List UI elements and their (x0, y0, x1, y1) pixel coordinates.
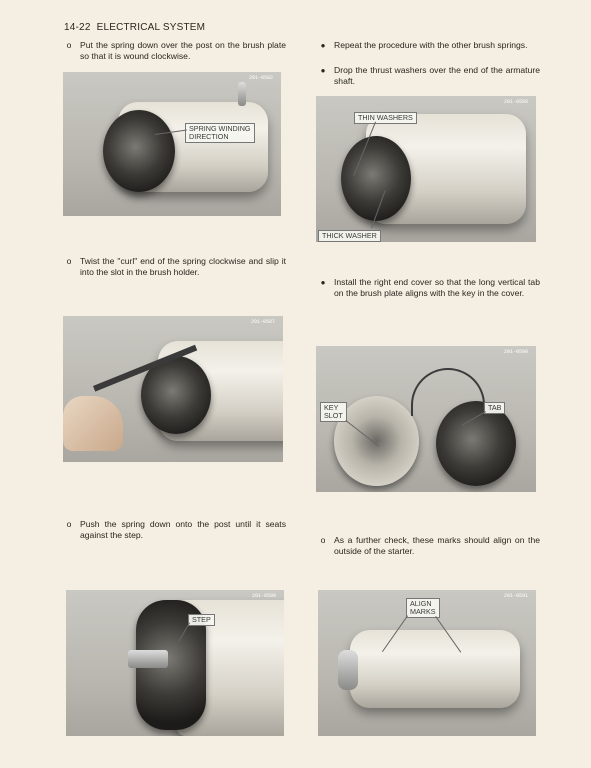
step-further-check (318, 535, 540, 557)
photo-id: 201-0580 (251, 593, 276, 599)
photo-id: 201-0582 (248, 75, 273, 81)
callout-align-marks: ALIGN MARKS (406, 598, 440, 618)
wire (411, 368, 485, 416)
callout-key-slot: KEY SLOT (320, 402, 347, 422)
step-push-spring (64, 519, 286, 541)
section-title: ELECTRICAL SYSTEM (96, 22, 206, 33)
terminal-post (238, 82, 246, 106)
step-spring-over-post (64, 40, 286, 62)
bullet-text: Repeat the procedure with the other brush springs. (334, 40, 528, 50)
starter-motor-body (350, 630, 520, 708)
bullet-marker: ● (320, 278, 326, 287)
bullet-text: Install the right end cover so that the long vertical tab on the brush plate aligns with the key in the cover. (334, 277, 540, 298)
brush-plate (103, 110, 175, 192)
bullet-marker: ● (320, 66, 326, 75)
page-header (64, 22, 205, 33)
bullet-text: Drop the thrust washers over the end of the armature shaft. (334, 65, 540, 86)
step-marker: o (66, 40, 72, 50)
callout-step: STEP (188, 614, 215, 626)
bullet-drop-thrust-washers (318, 65, 540, 87)
armature-shaft (128, 650, 168, 668)
step-text: Put the spring down over the post on the brush plate so that it is wound clockwise. (80, 40, 286, 61)
hand (63, 396, 123, 451)
step-marker: o (66, 256, 72, 266)
photo-id: 201-0591 (503, 593, 528, 599)
callout-thick-washer: THICK WASHER (318, 230, 381, 242)
photo-align-marks (318, 590, 536, 736)
step-text: As a further check, these marks should align on the outside of the starter. (334, 535, 540, 556)
photo-key-slot-tab (316, 346, 536, 492)
brush-plate (341, 136, 411, 221)
bullet-marker: ● (320, 41, 326, 50)
step-marker: o (66, 519, 72, 529)
photo-twist-curl-pliers (63, 316, 283, 462)
photo-id: 201-0590 (503, 349, 528, 355)
photo-step-seat (66, 590, 284, 736)
step-marker: o (320, 535, 326, 545)
callout-spring-winding-direction: SPRING WINDING DIRECTION (185, 123, 255, 143)
photo-id: 201-0588 (503, 99, 528, 105)
photo-id: 201-0587 (250, 319, 275, 325)
photo-thrust-washers (316, 96, 536, 242)
step-twist-curl (64, 256, 286, 278)
step-text: Push the spring down onto the post until it seats against the step. (80, 519, 286, 540)
callout-thin-washers: THIN WASHERS (354, 112, 417, 124)
photo-spring-winding (63, 72, 281, 216)
page-number: 14-22 (64, 22, 91, 33)
callout-tab: TAB (484, 402, 505, 414)
bullet-repeat-procedure (318, 40, 540, 51)
step-text: Twist the "curl" end of the spring clockwise and slip it into the slot in the brush holder. (80, 256, 286, 277)
end-cap (338, 650, 358, 690)
bullet-install-right-end-cover (318, 277, 540, 299)
